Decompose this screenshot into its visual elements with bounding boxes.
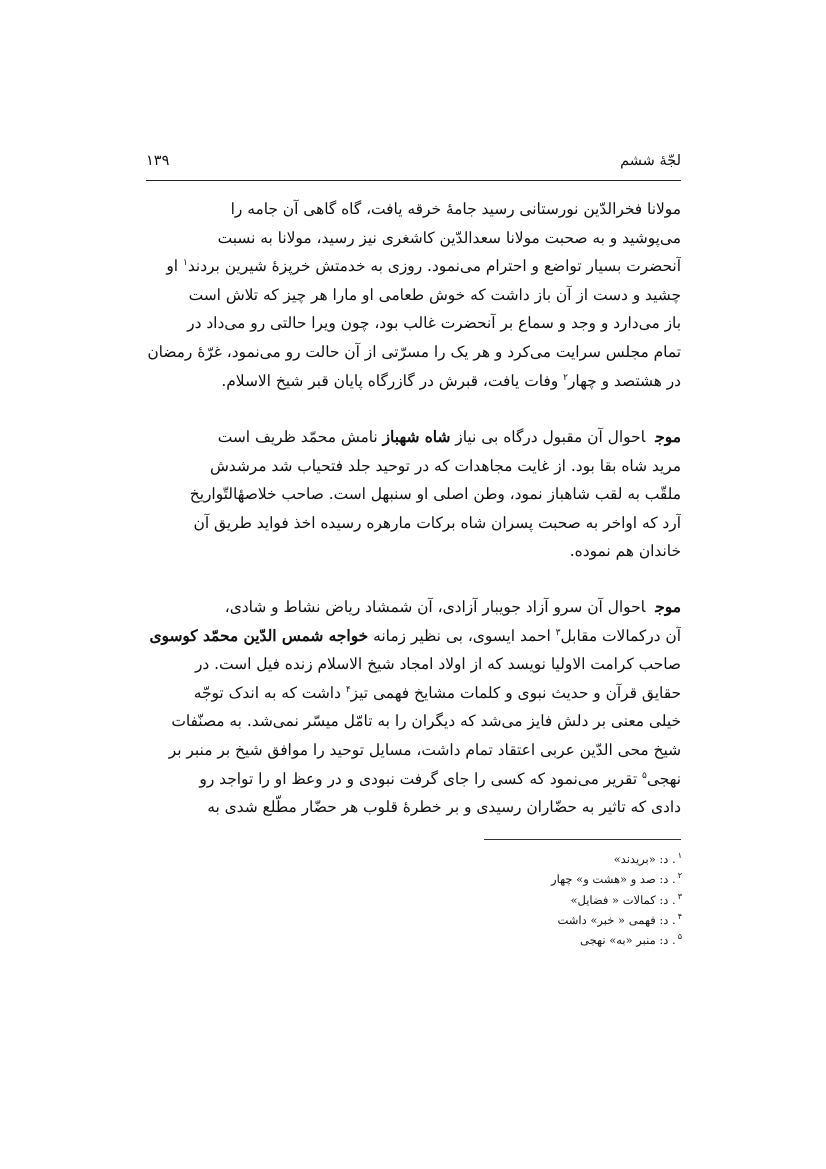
footnote-marker: ۴: [345, 684, 351, 695]
footnote: $^۱$. د: «بریدند»: [613, 851, 682, 866]
footnotes: [442, 849, 682, 950]
text-line: چشید و دست از آن باز داشت که خوش طعامی او مارا هر چیز که تلاش است: [188, 285, 681, 304]
text-line: ملقّب به لقب شاهباز نمود، وطن اصلی او سنبهل است. صاحب خلاصهٔالتّواریخ: [189, 485, 681, 504]
section-label: موج: [655, 598, 681, 616]
text-line: شیخ محی الدّین عربی اعتقاد تمام داشت، مسایل توحید را موافق شیخ بر منبر بر: [168, 740, 681, 759]
text-line: صاحب کرامت الاولیا نویسد که از اولاد امجاد شیخ الاسلام زنده فیل است. در: [194, 655, 681, 674]
text-line: در هشتصد و چهار$^۲$ وفات یافت، قبرش در گازرگاه پایان قبر شیخ الاسلام.: [221, 371, 681, 390]
section-label: موج: [655, 428, 681, 446]
text-line: نهجی$^۵$ تقریر می‌نمود که کسی را جای گرفت نبودی و در وعظ او را تواجد رو: [199, 769, 681, 788]
chapter-title: لجّهٔ ششم: [620, 153, 681, 169]
footnote-marker: ۳: [555, 627, 561, 638]
text-line: مولانا فخرالدّین نورستانی رسید جامهٔ خرقه یافت، گاه گاهی آن جامه را: [230, 200, 681, 218]
highlighted-name: خواجه شمس الدّین محمّد کوسوی: [149, 626, 369, 645]
text-line: آن درکمالات مقابل$^۳$ احمد ایسوی، بی نظیر زمانه خواجه شمس الدّین محمّد کوسوی: [149, 626, 681, 645]
footnote: $^۴$. د: فهمی « خبر» داشت: [557, 912, 682, 927]
footnote-rule: [484, 839, 681, 840]
footnote: $^۳$. د: کمالات « فضایل»: [570, 891, 682, 907]
text-line: باز می‌دارد و وجد و سماع بر آنحضرت غالب بود، چون ویرا حالتی رو می‌داد در: [187, 314, 681, 333]
text-line: حقایق قرآن و حدیث نبوی و کلمات مشایخ فهمی تیز$^۴$ داشت که به اندک توجّه: [193, 683, 681, 702]
text-line: خیلی معنی بر دلش فایز می‌شد که دیگران را به تامّل میسّر نمی‌شد. به مصنّفات: [171, 712, 681, 731]
text-line: دادی که تاثیر به حضّاران رسیدی و بر خطرهٔ قلوب هر حضّار مطّلع شدی به: [207, 798, 681, 817]
text-line: تمام مجلس سرایت می‌کرد و هر یک را مسرّتی از آن حالت رو می‌نمود، غرّهٔ رمضان: [147, 342, 681, 361]
text-line: می‌پوشید و به صحبت مولانا سعدالدّین کاشغری نیز رسید، مولانا به نسبت: [217, 228, 681, 247]
text-line: مرید شاه بقا بود. از غایت مجاهدات که در توحید جلد فتحیاب شد مرشدش: [209, 456, 681, 475]
text-line: موجاحوال آن مقبول درگاه بی نیاز شاه شهباز نامش محمّد ظریف است: [217, 428, 681, 446]
text-line: خاندان هم نموده.: [569, 542, 681, 561]
page-number: ۱۳۹: [146, 153, 170, 169]
footnote: $^۵$. د: منبر «به» نهجی: [580, 932, 682, 948]
footnote-marker: ۵: [642, 770, 647, 781]
highlighted-name: شاه شهباز: [382, 428, 451, 446]
paragraph-2: [146, 423, 681, 566]
footnote-marker: ۱: [183, 258, 188, 269]
text-line: آرد که اواخر به صحبت پسران شاه برکات مارهره رسیده اخذ فواید طریق آن: [193, 513, 681, 532]
running-header: [146, 153, 681, 177]
text-line: آنحضرت بسیار تواضع و احترام می‌نمود. روزی به خدمتش خرپزهٔ شیرین بردند$^۱$ او: [166, 257, 681, 276]
paragraph-1: [146, 195, 681, 395]
header-rule: [146, 180, 681, 181]
footnote: $^۲$. د: صد و «هشت و» چهار: [551, 871, 682, 887]
footnote-marker: ۲: [563, 372, 568, 383]
text-line: موجاحوال آن سرو آزاد جویبار آزادی، آن شمشاد ریاض نشاط و شادی،: [224, 598, 681, 616]
paragraph-3: [146, 593, 681, 822]
